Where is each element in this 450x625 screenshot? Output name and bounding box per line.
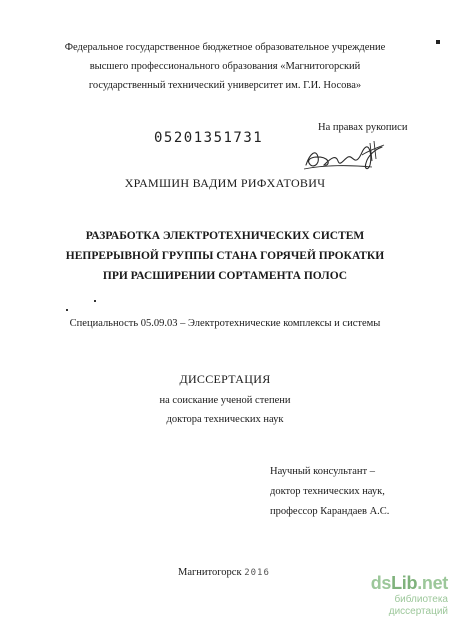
watermark-tagline: библиотека диссертаций bbox=[388, 594, 448, 617]
scientific-consultant bbox=[270, 462, 389, 522]
degree-line: доктора технических наук bbox=[166, 414, 284, 425]
rights-note: На правах рукописи bbox=[318, 122, 408, 133]
title-line: НЕПРЕРЫВНОЙ ГРУППЫ СТАНА ГОРЯЧЕЙ ПРОКАТКИ bbox=[65, 250, 385, 262]
degree-line: на соискание ученой степени bbox=[159, 395, 291, 406]
consultant-line: доктор технических наук, bbox=[270, 486, 385, 497]
degree-description bbox=[0, 391, 450, 429]
specialty-line: Специальность 05.09.03 – Электротехнические комплексы и системы bbox=[69, 318, 381, 329]
dslib-watermark bbox=[340, 572, 448, 620]
organization-header bbox=[0, 38, 450, 95]
scan-speck bbox=[66, 309, 68, 311]
org-line: Федеральное государственное бюджетное образовательное учреждение bbox=[64, 42, 386, 53]
city-year bbox=[178, 567, 270, 578]
author-name: ХРАМШИН ВАДИМ РИФХАТОВИЧ bbox=[124, 176, 326, 190]
consultant-line: Научный консультант – bbox=[270, 466, 375, 477]
logo-part-net: .net bbox=[417, 573, 448, 593]
scan-speck bbox=[94, 300, 96, 302]
dslib-logo bbox=[340, 572, 448, 594]
city-name: Магнитогорск bbox=[178, 567, 242, 578]
dissertation-label: ДИССЕРТАЦИЯ bbox=[179, 372, 271, 386]
org-line: государственный технический университет им. Г.И. Носова» bbox=[88, 80, 362, 91]
dissertation-title bbox=[0, 226, 450, 286]
signature-icon bbox=[300, 135, 390, 175]
logo-part-ds: ds bbox=[370, 573, 392, 593]
org-line: высшего профессионального образования «Магнитогорский bbox=[89, 61, 361, 72]
consultant-line: профессор Карандаев А.С. bbox=[270, 506, 390, 517]
title-line: РАЗРАБОТКА ЭЛЕКТРОТЕХНИЧЕСКИХ СИСТЕМ bbox=[85, 230, 365, 242]
title-line: ПРИ РАСШИРЕНИИ СОРТАМЕНТА ПОЛОС bbox=[102, 270, 348, 282]
library-stamp-number: 05201351731 bbox=[154, 130, 264, 146]
year-faded: 2016 bbox=[244, 568, 270, 578]
logo-part-lib: Lib bbox=[391, 573, 418, 593]
